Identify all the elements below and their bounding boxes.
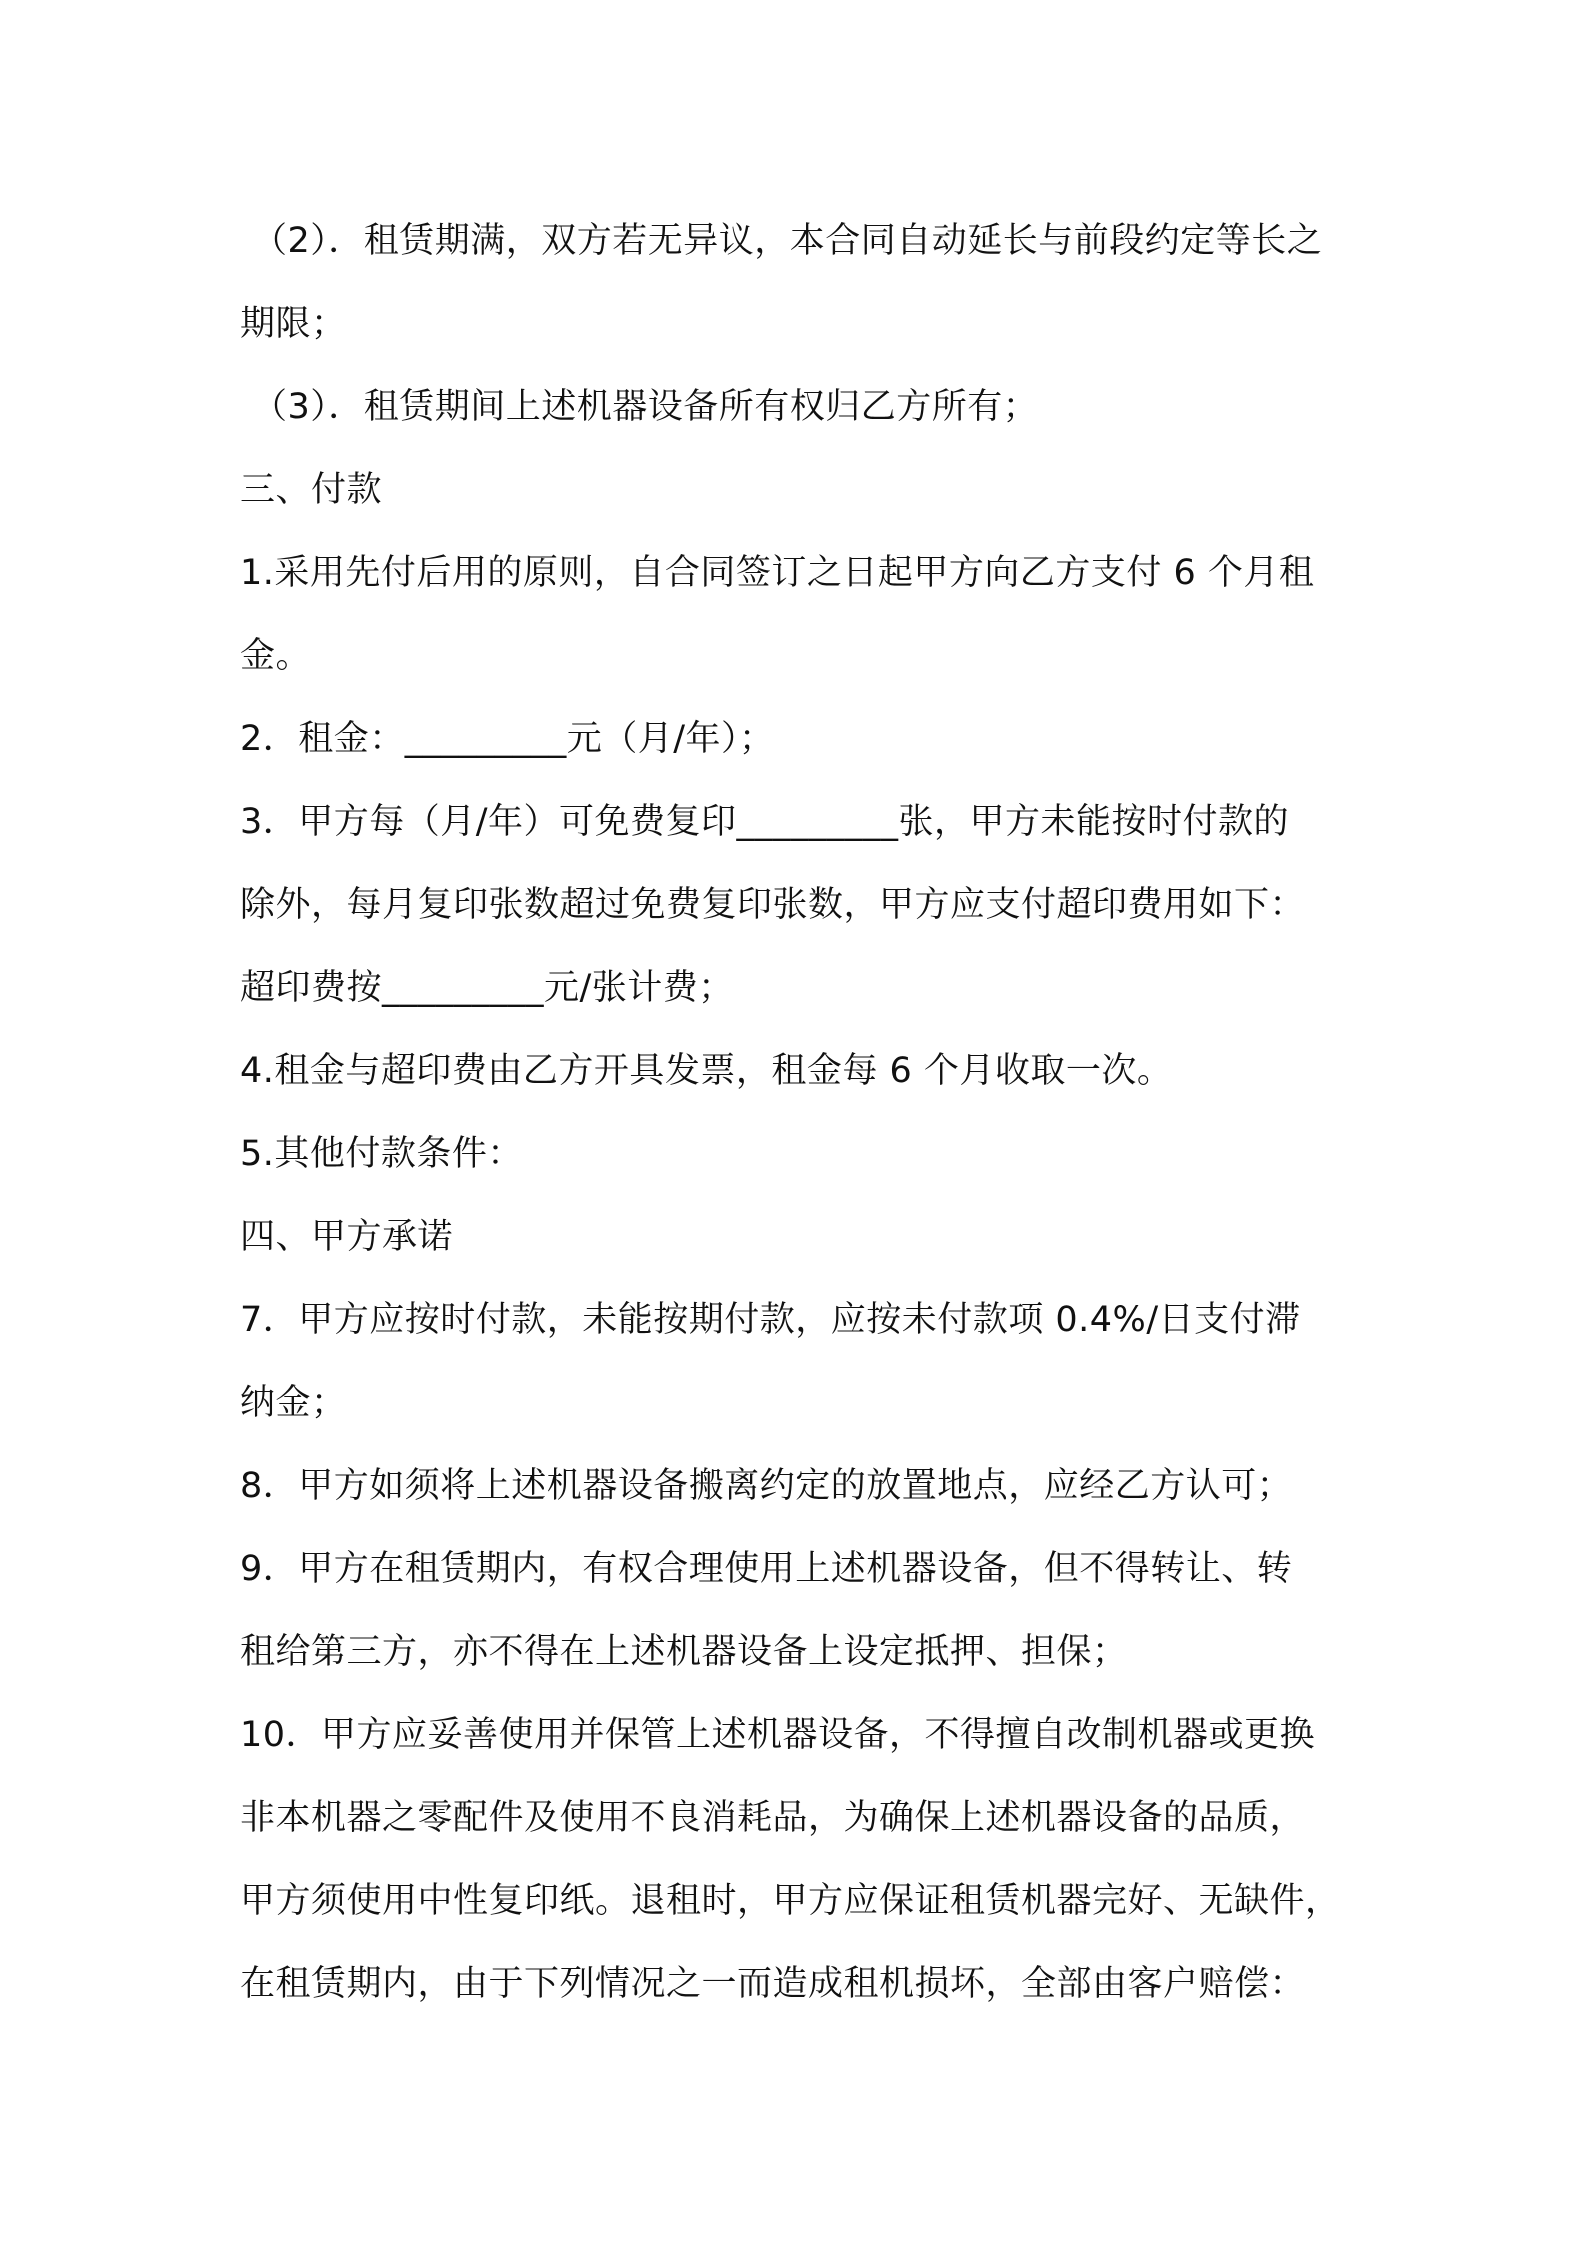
commitment-item-10-line-2: 非本机器之零配件及使用不良消耗品，为确保上述机器设备的品质， [240, 1798, 1306, 1838]
contract-text [240, 200, 1360, 2026]
payment-item-3-line-1: 3．甲方每（月/年）可免费复印_________张，甲方未能按时付款的 [240, 802, 1290, 842]
commitment-item-10-line-3: 甲方须使用中性复印纸。退租时，甲方应保证租赁机器完好、无缺件， [240, 1881, 1341, 1921]
payment-item-2: 2．租金：_________元（月/年）； [240, 719, 775, 759]
commitment-item-8: 8．甲方如须将上述机器设备搬离约定的放置地点，应经乙方认可； [240, 1466, 1293, 1506]
clause-2-2-line-2: 期限； [240, 304, 347, 344]
commitment-item-9-line-1: 9．甲方在租赁期内，有权合理使用上述机器设备，但不得转让、转 [240, 1549, 1293, 1589]
section-heading-payment: 三、付款 [240, 470, 383, 510]
payment-item-1-line-2: 金。 [240, 636, 312, 676]
commitment-item-9-line-2: 租给第三方，亦不得在上述机器设备上设定抵押、担保； [240, 1632, 1128, 1672]
payment-item-4: 4.租金与超印费由乙方开具发票，租金每 6 个月收取一次。 [240, 1051, 1173, 1091]
payment-item-1-line-1: 1.采用先付后用的原则，自合同签订之日起甲方向乙方支付 6 个月租 [240, 553, 1315, 593]
commitment-item-7-line-1: 7．甲方应按时付款，未能按期付款，应按未付款项 0.4%/日支付滞 [240, 1300, 1301, 1340]
payment-item-5: 5.其他付款条件： [240, 1134, 523, 1174]
payment-item-3-line-2: 除外，每月复印张数超过免费复印张数，甲方应支付超印费用如下： [240, 885, 1306, 925]
commitment-item-10-line-4: 在租赁期内，由于下列情况之一而造成租机损坏，全部由客户赔偿： [240, 1964, 1306, 2004]
section-heading-party-a-commitments: 四、甲方承诺 [240, 1217, 454, 1257]
payment-item-3-line-3: 超印费按_________元/张计费； [240, 968, 734, 1008]
clause-2-2-line-1: （2）．租赁期满，双方若无异议，本合同自动延长与前段约定等长之 [252, 221, 1323, 261]
clause-2-3: （3）．租赁期间上述机器设备所有权归乙方所有； [252, 387, 1039, 427]
commitment-item-7-line-2: 纳金； [240, 1383, 347, 1423]
commitment-item-10-line-1: 10．甲方应妥善使用并保管上述机器设备，不得擅自改制机器或更换 [240, 1715, 1316, 1755]
